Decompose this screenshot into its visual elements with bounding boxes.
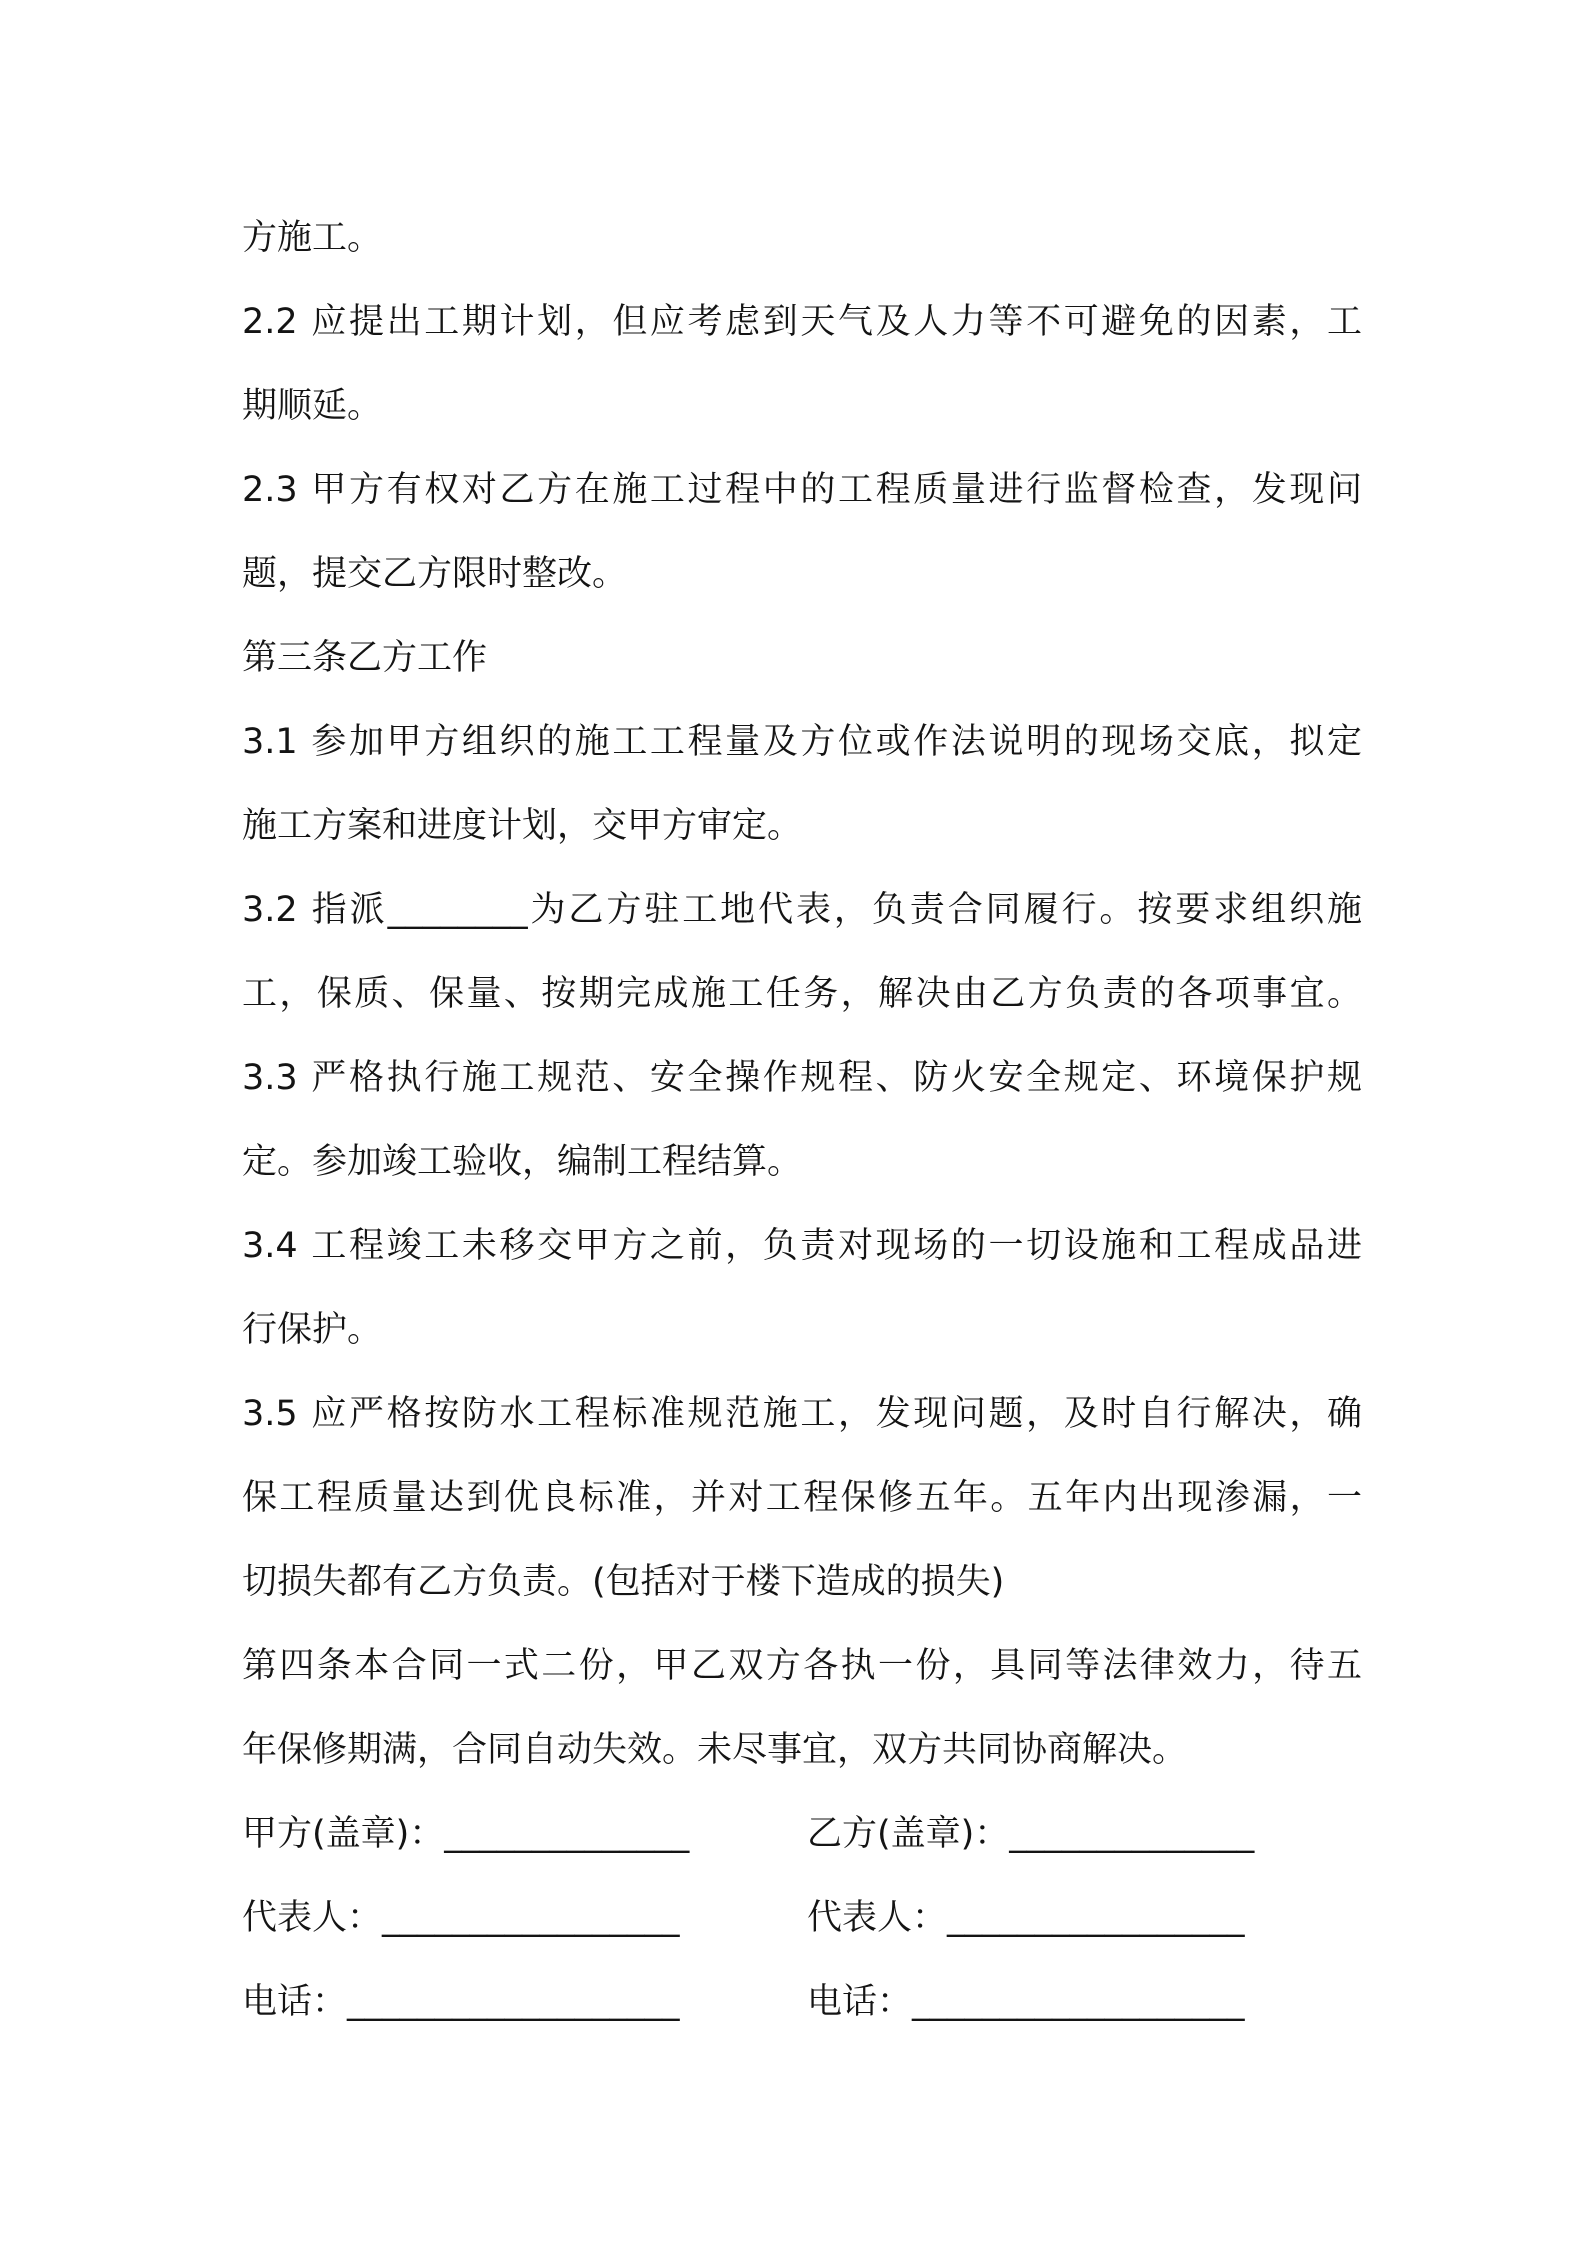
text-line: 3.5 应严格按防水工程标准规范施工，发现问题，及时自行解决，确: [242, 1394, 1362, 1434]
text-line: 期顺延。: [242, 386, 383, 426]
text-line: 保工程质量达到优良标准，并对工程保修五年。五年内出现渗漏，一: [242, 1478, 1362, 1518]
text-line: 3.1 参加甲方组织的施工工程量及方位或作法说明的现场交底，拟定: [242, 722, 1362, 762]
text-line: 切损失都有乙方负责。(包括对于楼下造成的损失): [242, 1562, 1005, 1602]
text-line: 3.4 工程竣工未移交甲方之前，负责对现场的一切设施和工程成品进: [242, 1226, 1362, 1266]
party-b-seal-field: 乙方(盖章)：______________: [807, 1814, 1255, 1854]
text-line: 题，提交乙方限时整改。: [242, 554, 628, 594]
text-line: 2.2 应提出工期计划，但应考虑到天气及人力等不可避免的因素，工: [242, 302, 1362, 342]
text-line: 工，保质、保量、按期完成施工任务，解决由乙方负责的各项事宜。: [242, 974, 1362, 1014]
section-heading: 第四条本合同一式二份，甲乙双方各执一份，具同等法律效力，待五: [242, 1646, 1362, 1686]
party-b-representative-field: 代表人：_________________: [807, 1898, 1245, 1938]
text-line: 行保护。: [242, 1310, 383, 1350]
party-a-phone-field: 电话：___________________: [242, 1982, 680, 2022]
text-line: 3.3 严格执行施工规范、安全操作规程、防火安全规定、环境保护规: [242, 1058, 1362, 1098]
party-b-phone-field: 电话：___________________: [807, 1982, 1245, 2022]
signature-row-phone: [242, 1960, 1362, 2044]
text-line: 方施工。: [242, 218, 383, 258]
party-a-seal-field: 甲方(盖章)：______________: [242, 1814, 690, 1854]
party-a-representative-field: 代表人：_________________: [242, 1898, 680, 1938]
text-line: 年保修期满，合同自动失效。未尽事宜，双方共同协商解决。: [242, 1730, 1188, 1770]
text-line: 3.2 指派________为乙方驻工地代表，负责合同履行。按要求组织施: [242, 890, 1362, 930]
section-heading: 第三条乙方工作: [242, 638, 488, 678]
signature-row-seal: [242, 1792, 1362, 1876]
text-line: 2.3 甲方有权对乙方在施工过程中的工程质量进行监督检查，发现问: [242, 470, 1362, 510]
text-line: 定。参加竣工验收，编制工程结算。: [242, 1142, 803, 1182]
text-line: 施工方案和进度计划，交甲方审定。: [242, 806, 803, 846]
contract-page: [242, 196, 1362, 2044]
signature-row-representative: [242, 1876, 1362, 1960]
